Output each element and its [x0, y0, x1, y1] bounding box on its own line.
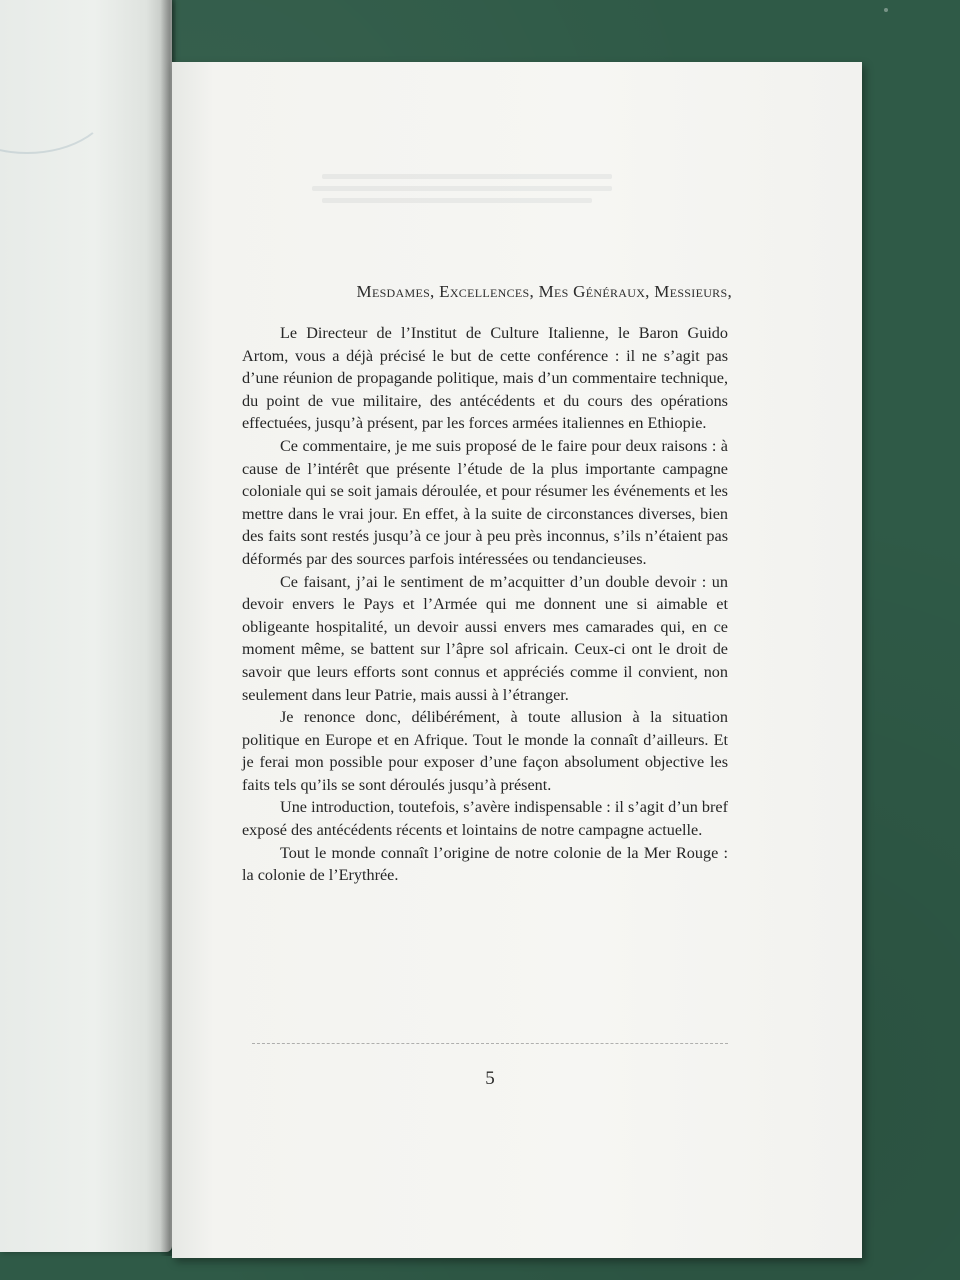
book-page	[172, 62, 862, 1258]
show-through-arc	[0, 40, 114, 154]
paragraph-5: Une introduction, toutefois, s’avère indispensable : il s’agit d’un bref exposé des antécédents récents et lointains de notre campagne actuelle.	[242, 798, 728, 840]
body-text	[242, 322, 728, 887]
show-through-line	[312, 186, 612, 191]
paragraph-1: Le Directeur de l’Institut de Culture Italienne, le Baron Guido Artom, vous a déjà précisé le but de cette conférence : il ne s’agit pas d’une réunion de propagande politique, mais d’un commentaire technique, du point de vue militaire, des antécédents et du cours des opérations effectuées, jusqu’à présent, par les forces armées italiennes en Ethiopie.	[242, 324, 728, 433]
page-number: 5	[485, 1068, 495, 1089]
background-speck	[884, 8, 888, 12]
paragraph-2: Ce commentaire, je me suis proposé de le faire pour deux raisons : à cause de l’intérêt que présente l’étude de la plus importante campagne coloniale qui se soit jamais déroulée, et pour résumer les événements et les mettre dans le vrai jour. En effet, à la suite de circonstances diverses, bien des faits sont restés jusqu’à ce jour à peu près inconnus, s’ils n’étaient pas déformés par des sources parfois intéressées ou tendancieuses.	[242, 436, 728, 568]
show-through-line	[322, 174, 612, 179]
paragraph-4: Je renonce donc, délibérément, à toute allusion à la situation politique en Europe et en Afrique. Tout le monde la connaît d’ailleurs. Et je ferai mon possible pour exposer d’une façon absolument objective les faits tels qu’ils se sont déroulés jusqu’à présent.	[242, 708, 728, 794]
salutation: Mesdames, Excellences, Mes Généraux, Messieurs,	[356, 282, 732, 301]
show-through-line	[322, 198, 592, 203]
footer-rule	[252, 1043, 728, 1044]
left-page	[0, 0, 172, 1252]
paragraph-6: Tout le monde connaît l’origine de notre colonie de la Mer Rouge : la colonie de l’Erythrée.	[242, 843, 728, 885]
paragraph-3: Ce faisant, j’ai le sentiment de m’acquitter d’un double devoir : un devoir envers le Pays et l’Armée qui me donnent une si aimable et obligeante hospitalité, un devoir aussi envers mes camarades qui, en ce moment même, se battent sur l’âpre sol africain. Ceux-ci ont le droit de savoir que leurs efforts sont connus et appréciés comme il convient, non seulement dans leur Patrie, mais aussi à l’étranger.	[242, 572, 728, 704]
